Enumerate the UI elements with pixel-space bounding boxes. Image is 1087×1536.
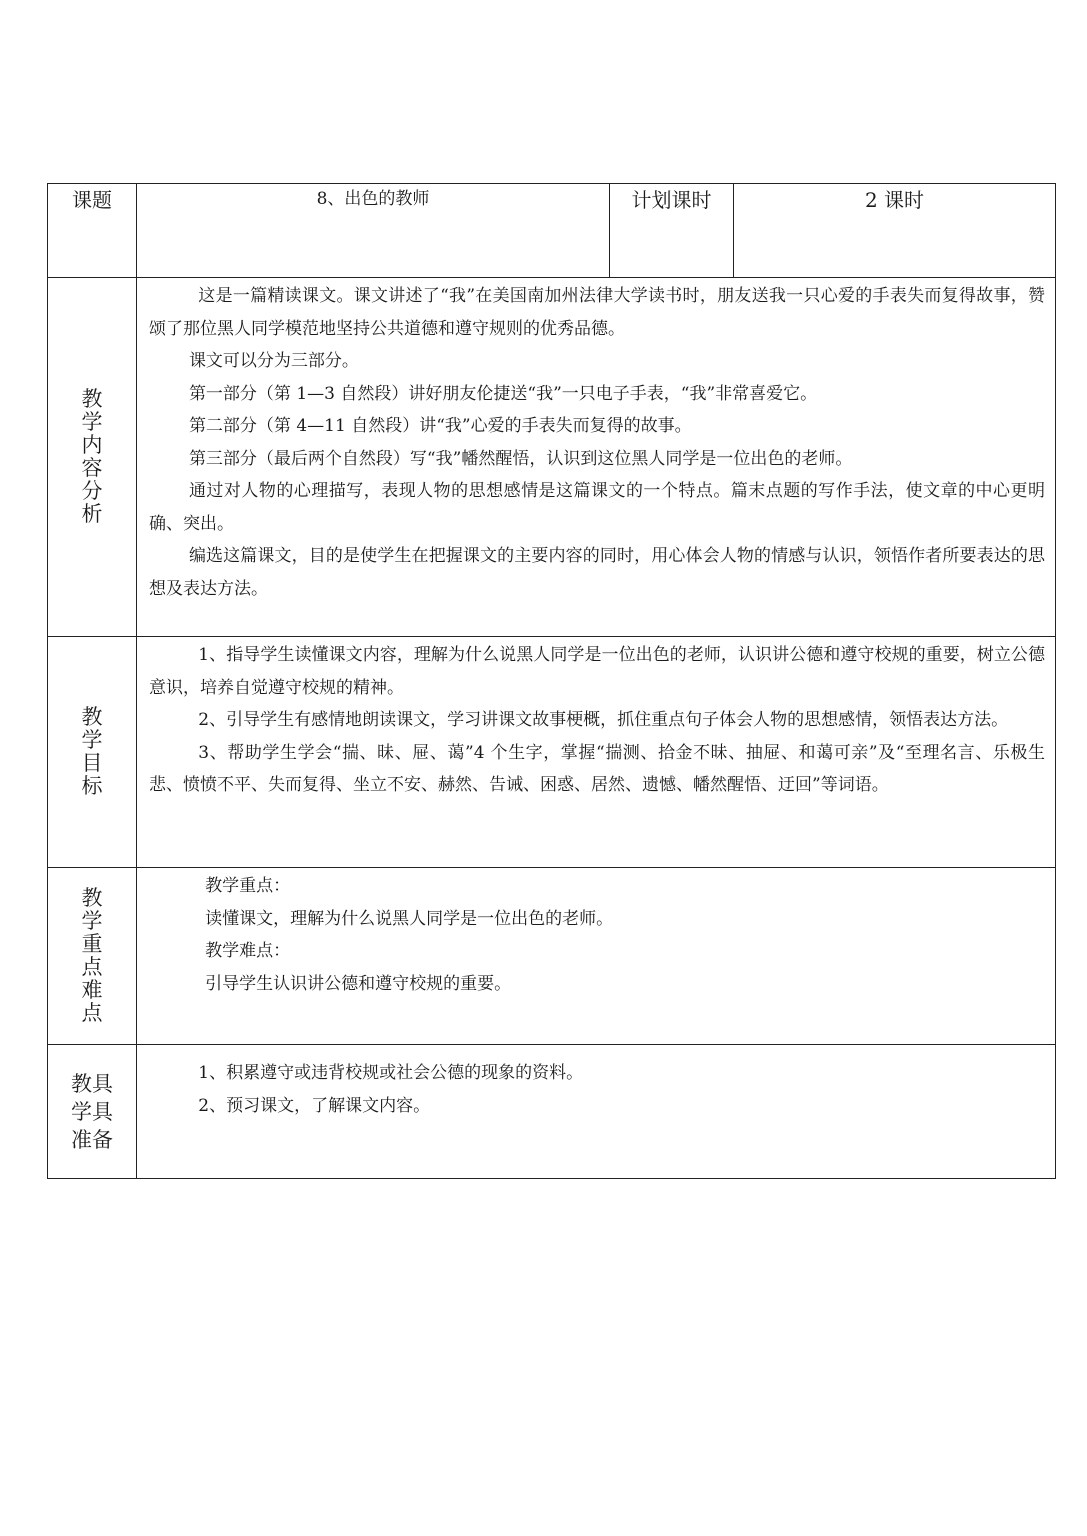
analysis-content: [137, 278, 1056, 637]
goals-label-cell: [48, 637, 137, 868]
topic-title: 8、出色的教师: [137, 184, 610, 278]
keys-row: [48, 868, 1056, 1045]
keys-line: 教学重点：: [205, 876, 291, 896]
tools-content: [137, 1045, 1056, 1179]
planned-hours-value: 2 课时: [734, 184, 1056, 278]
goal-item: 2、引导学生有感情地朗读课文，学习讲课文故事梗概，抓住重点句子体会人物的思想感情，领悟表达方法。: [198, 710, 1009, 730]
tools-label: 教具学具准备: [71, 1071, 113, 1152]
keys-content: [137, 868, 1056, 1045]
analysis-paragraph: 课文可以分为三部分。: [188, 351, 359, 371]
analysis-paragraph: 第二部分（第 4—11 自然段）讲“我”心爱的手表失而复得的故事。: [188, 416, 692, 436]
keys-label-cell: [48, 868, 137, 1045]
analysis-label: 教学内容分析: [81, 387, 103, 526]
analysis-paragraph: 编选这篇课文，目的是使学生在把握课文的主要内容的同时，用心体会人物的情感与认识，领悟作者所要表达的思想及表达方法。: [149, 546, 1045, 599]
analysis-row: [48, 278, 1056, 637]
tools-row: [48, 1045, 1056, 1179]
keys-line: 教学难点：: [205, 941, 291, 961]
goals-label: 教学目标: [81, 705, 103, 798]
analysis-paragraph: 这是一篇精读课文。课文讲述了“我”在美国南加州法律大学读书时，朋友送我一只心爱的手表失而复得故事，赞颂了那位黑人同学模范地坚持公共道德和遵守规则的优秀品德。: [149, 286, 1045, 339]
tools-item: 1、积累遵守或违背校规或社会公德的现象的资料。: [198, 1063, 584, 1083]
analysis-paragraph: 第一部分（第 1—3 自然段）讲好朋友伦捷送“我”一只电子手表，“我”非常喜爱它。: [188, 383, 818, 404]
analysis-paragraph: 第三部分（最后两个自然段）写“我”幡然醒悟，认识到这位黑人同学是一位出色的老师。: [188, 448, 853, 469]
analysis-label-cell: [48, 278, 137, 637]
topic-label: 课题: [48, 184, 137, 278]
goals-content: [137, 637, 1056, 868]
header-row: [48, 184, 1056, 278]
tools-label-cell: [48, 1045, 137, 1179]
keys-label: 教学重点难点: [81, 886, 103, 1025]
lesson-plan-table: [47, 183, 1056, 1179]
tools-item: 2、预习课文，了解课文内容。: [198, 1095, 431, 1116]
goal-item: 1、指导学生读懂课文内容，理解为什么说黑人同学是一位出色的老师，认识讲公德和遵守校规的重要，树立公德意识，培养自觉遵守校规的精神。: [149, 645, 1045, 698]
goals-row: [48, 637, 1056, 868]
analysis-paragraph: 通过对人物的心理描写，表现人物的思想感情是这篇课文的一个特点。篇末点题的写作手法，使文章的中心更明确、突出。: [149, 481, 1045, 534]
keys-line: 读懂课文，理解为什么说黑人同学是一位出色的老师。: [205, 908, 614, 929]
planned-hours-label: 计划课时: [610, 184, 734, 278]
keys-line: 引导学生认识讲公德和遵守校规的重要。: [205, 973, 512, 994]
goal-item: 3、帮助学生学会“揣、昧、屉、蔼”4 个生字，掌握“揣测、拾金不昧、抽屉、和蔼可亲”及“至理名言、乐极生悲、愤愤不平、失而复得、坐立不安、赫然、告诫、困惑、居然、遗憾、幡然醒悟、迂回”等词语。: [149, 742, 1045, 795]
